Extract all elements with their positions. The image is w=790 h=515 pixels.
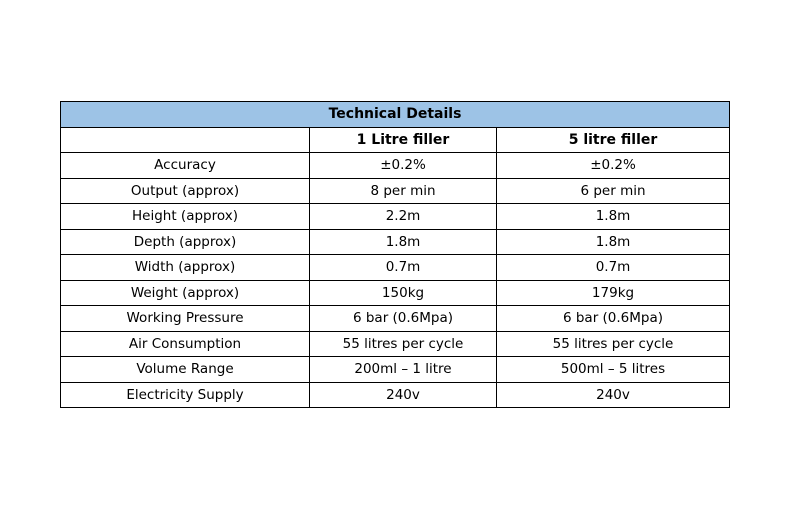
cell-1-litre: 55 litres per cycle	[310, 331, 497, 357]
table-row	[61, 229, 730, 255]
table-title-row	[61, 102, 730, 128]
table-row	[61, 357, 730, 383]
row-label: Width (approx)	[61, 255, 310, 281]
cell-1-litre: 6 bar (0.6Mpa)	[310, 306, 497, 332]
column-header-5-litre: 5 litre filler	[497, 127, 730, 153]
cell-5-litre: 240v	[497, 382, 730, 408]
cell-5-litre: 1.8m	[497, 229, 730, 255]
cell-5-litre: 179kg	[497, 280, 730, 306]
row-label: Volume Range	[61, 357, 310, 383]
row-label: Accuracy	[61, 153, 310, 179]
row-label: Depth (approx)	[61, 229, 310, 255]
cell-5-litre: 0.7m	[497, 255, 730, 281]
cell-1-litre: ±0.2%	[310, 153, 497, 179]
table-row	[61, 306, 730, 332]
cell-5-litre: 6 bar (0.6Mpa)	[497, 306, 730, 332]
table-row	[61, 178, 730, 204]
row-label: Output (approx)	[61, 178, 310, 204]
cell-1-litre: 0.7m	[310, 255, 497, 281]
cell-1-litre: 1.8m	[310, 229, 497, 255]
table-row	[61, 331, 730, 357]
table-row	[61, 153, 730, 179]
cell-1-litre: 8 per min	[310, 178, 497, 204]
cell-1-litre: 2.2m	[310, 204, 497, 230]
cell-1-litre: 150kg	[310, 280, 497, 306]
table-row	[61, 204, 730, 230]
row-label: Working Pressure	[61, 306, 310, 332]
cell-5-litre: 500ml – 5 litres	[497, 357, 730, 383]
column-header-1-litre: 1 Litre filler	[310, 127, 497, 153]
row-label: Height (approx)	[61, 204, 310, 230]
row-label: Weight (approx)	[61, 280, 310, 306]
cell-5-litre: ±0.2%	[497, 153, 730, 179]
row-label: Electricity Supply	[61, 382, 310, 408]
table-title: Technical Details	[61, 102, 730, 128]
cell-5-litre: 55 litres per cycle	[497, 331, 730, 357]
technical-details-table	[60, 101, 730, 408]
column-header-spec	[61, 127, 310, 153]
cell-5-litre: 1.8m	[497, 204, 730, 230]
cell-5-litre: 6 per min	[497, 178, 730, 204]
table-row	[61, 382, 730, 408]
cell-1-litre: 200ml – 1 litre	[310, 357, 497, 383]
table-header-row	[61, 127, 730, 153]
table-row	[61, 280, 730, 306]
table-row	[61, 255, 730, 281]
cell-1-litre: 240v	[310, 382, 497, 408]
row-label: Air Consumption	[61, 331, 310, 357]
